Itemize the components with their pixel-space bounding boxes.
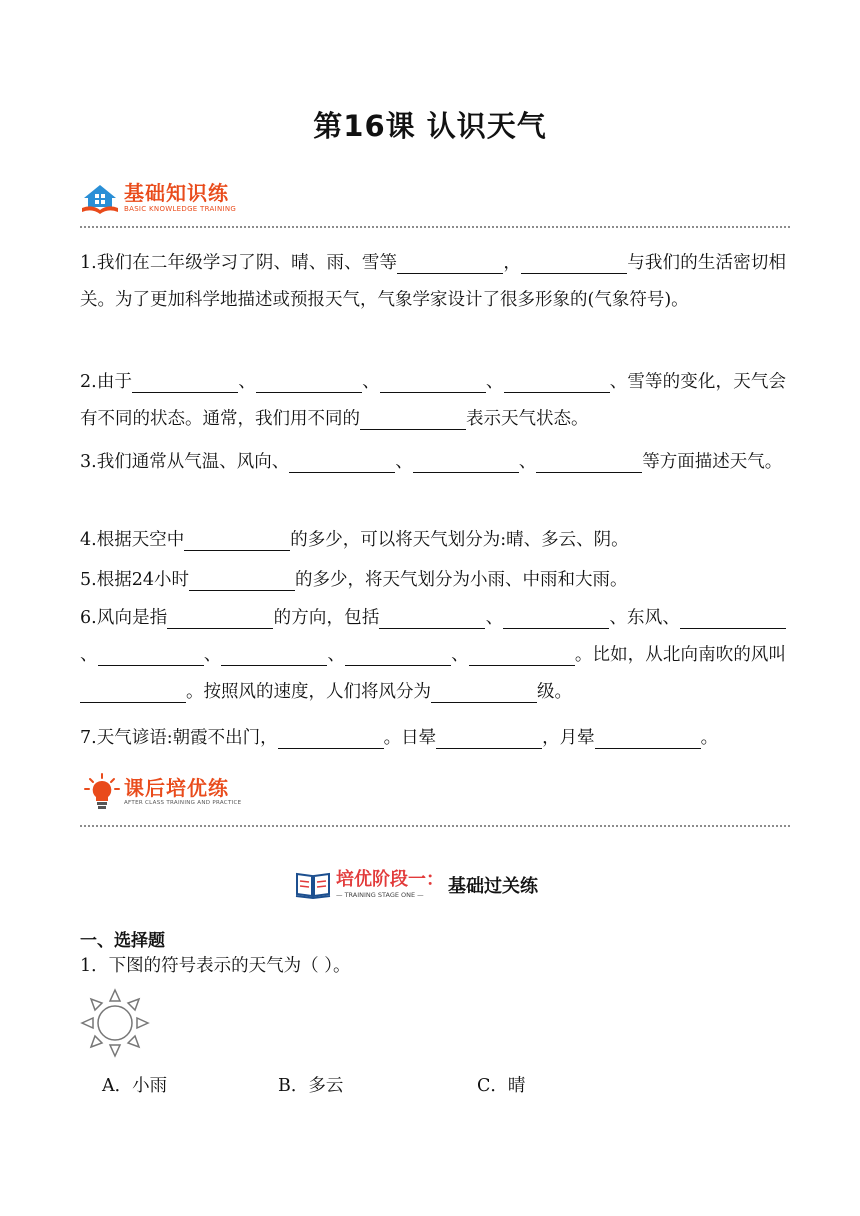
question-5: 5.根据24小时 的多少，将天气划分为小雨、中雨和大雨。: [80, 570, 628, 590]
answer-blank[interactable]: [132, 370, 238, 393]
question-4: 4.根据天空中 的多少，可以将天气划分为:晴、多云、阴。: [80, 530, 629, 550]
answer-blank[interactable]: [436, 726, 542, 749]
after-class-badge: [84, 773, 241, 811]
answer-blank[interactable]: [469, 643, 575, 666]
basic-knowledge-badge: [80, 181, 236, 215]
answer-blank[interactable]: [256, 370, 362, 393]
question-2: 2.由于 、 、 、 、雪等的变化，天气会有不同的状态。通常，我们用不同的 表示天气状态。: [80, 372, 787, 429]
answer-blank[interactable]: [379, 606, 485, 629]
section-heading: 一、选择题: [80, 931, 165, 951]
answer-blank[interactable]: [278, 726, 384, 749]
answer-blank[interactable]: [536, 450, 642, 473]
question-6: 6.风向是指 的方向，包括 、 、东风、、 、 、 、 。比如，从北向南吹的风叫。按照风的速度，人们将风分为 级。: [80, 608, 787, 702]
answer-blank[interactable]: [504, 370, 610, 393]
choice-question: 1．下图的符号表示的天气为（ ）。: [80, 956, 351, 976]
answer-blank[interactable]: [167, 606, 273, 629]
section-title: 课后培优练: [124, 775, 229, 800]
answer-blank[interactable]: [413, 450, 519, 473]
page-title: 第16课 认识天气: [313, 109, 547, 143]
training-stage-header: [294, 870, 538, 900]
option-a[interactable]: A．小雨: [102, 1076, 168, 1096]
answer-blank[interactable]: [397, 251, 503, 274]
section-subtitle: BASIC KNOWLEDGE TRAINING: [124, 205, 237, 213]
stage-title: 培优阶段一：: [336, 869, 444, 890]
section-title: 基础知识练: [124, 181, 229, 205]
lightbulb-icon: [84, 773, 120, 811]
book-icon: [294, 870, 332, 900]
house-book-icon: [80, 181, 120, 215]
answer-blank[interactable]: [184, 528, 290, 551]
answer-blank[interactable]: [80, 680, 186, 703]
answer-blank[interactable]: [289, 450, 395, 473]
divider: [80, 226, 790, 228]
answer-blank[interactable]: [380, 370, 486, 393]
answer-blank[interactable]: [221, 643, 327, 666]
sun-icon: [78, 988, 152, 1058]
answer-blank[interactable]: [360, 407, 466, 430]
answer-blank[interactable]: [431, 680, 537, 703]
option-c[interactable]: C．晴: [477, 1076, 526, 1096]
answer-blank[interactable]: [98, 643, 204, 666]
answer-blank[interactable]: [189, 568, 295, 591]
question-3: 3.我们通常从气温、风向、 、 、 等方面描述天气。: [80, 452, 783, 472]
option-b[interactable]: B．多云: [278, 1076, 344, 1096]
answer-blank[interactable]: [503, 606, 609, 629]
divider: [80, 825, 790, 827]
answer-blank[interactable]: [680, 606, 786, 629]
answer-blank[interactable]: [521, 251, 627, 274]
answer-blank[interactable]: [595, 726, 701, 749]
stage-subtitle: — TRAINING STAGE ONE —: [336, 891, 424, 899]
section-subtitle: AFTER CLASS TRAINING AND PRACTICE: [124, 799, 242, 806]
question-1: 1.我们在二年级学习了阴、晴、雨、雪等 ， 与我们的生活密切相关。为了更加科学地描述或预报天气，气象学家设计了很多形象的(气象符号)。: [80, 253, 787, 310]
question-7: 7.天气谚语:朝霞不出门， 。日晕 ，月晕 。: [80, 728, 719, 748]
answer-blank[interactable]: [345, 643, 451, 666]
stage-name: 基础过关练: [448, 876, 538, 897]
